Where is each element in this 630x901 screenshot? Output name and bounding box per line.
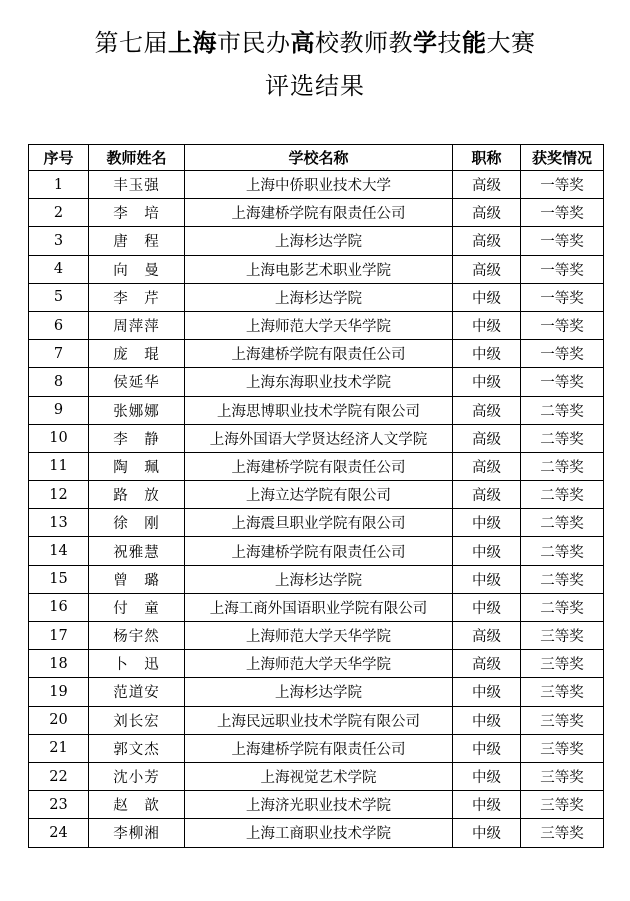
- teacher-name: 徐 刚: [89, 509, 185, 537]
- title-rank: 中级: [453, 762, 521, 790]
- title-rank: 中级: [453, 311, 521, 339]
- table-row: [29, 819, 604, 847]
- header-school-name: 学校名称: [185, 145, 453, 171]
- table-row: [29, 171, 604, 199]
- school-name: 上海电影艺术职业学院: [185, 255, 453, 283]
- row-index: 11: [29, 452, 89, 480]
- table-row: [29, 706, 604, 734]
- row-index: 12: [29, 481, 89, 509]
- header-award: 获奖情况: [521, 145, 604, 171]
- row-index: 7: [29, 340, 89, 368]
- title-rank: 中级: [453, 791, 521, 819]
- teacher-name: 李柳湘: [89, 819, 185, 847]
- school-name: 上海建桥学院有限责任公司: [185, 199, 453, 227]
- teacher-name: 祝雅慧: [89, 537, 185, 565]
- school-name: 上海中侨职业技术大学: [185, 171, 453, 199]
- row-index: 20: [29, 706, 89, 734]
- award-level: 一等奖: [521, 199, 604, 227]
- title-rank: 中级: [453, 593, 521, 621]
- award-level: 一等奖: [521, 340, 604, 368]
- title-bold-part: 学: [413, 28, 438, 57]
- title-rank: 中级: [453, 734, 521, 762]
- title-rank: 高级: [453, 452, 521, 480]
- title-rank: 高级: [453, 227, 521, 255]
- table-body: [29, 171, 604, 848]
- table-row: [29, 424, 604, 452]
- title-rank: 高级: [453, 171, 521, 199]
- teacher-name: 卜 迅: [89, 650, 185, 678]
- school-name: 上海师范大学天华学院: [185, 650, 453, 678]
- row-index: 18: [29, 650, 89, 678]
- row-index: 19: [29, 678, 89, 706]
- table-row: [29, 227, 604, 255]
- school-name: 上海杉达学院: [185, 283, 453, 311]
- award-level: 二等奖: [521, 593, 604, 621]
- teacher-name: 范道安: [89, 678, 185, 706]
- title-part: 第七届: [94, 29, 168, 57]
- table-row: [29, 396, 604, 424]
- table-row: [29, 678, 604, 706]
- row-index: 2: [29, 199, 89, 227]
- school-name: 上海建桥学院有限责任公司: [185, 734, 453, 762]
- title-bold-part: 高: [290, 28, 315, 57]
- school-name: 上海思博职业技术学院有限公司: [185, 396, 453, 424]
- title-part: 大赛: [486, 29, 536, 57]
- school-name: 上海东海职业技术学院: [185, 368, 453, 396]
- title-rank: 高级: [453, 396, 521, 424]
- table-row: [29, 734, 604, 762]
- row-index: 1: [29, 171, 89, 199]
- award-level: 二等奖: [521, 537, 604, 565]
- teacher-name: 曾 璐: [89, 565, 185, 593]
- award-level: 二等奖: [521, 396, 604, 424]
- table-row: [29, 622, 604, 650]
- award-level: 三等奖: [521, 622, 604, 650]
- school-name: 上海工商职业技术学院: [185, 819, 453, 847]
- title-rank: 中级: [453, 537, 521, 565]
- table-row: [29, 791, 604, 819]
- title-rank: 中级: [453, 340, 521, 368]
- title-bold-part: 能: [462, 28, 487, 57]
- school-name: 上海震旦职业学院有限公司: [185, 509, 453, 537]
- award-level: 三等奖: [521, 819, 604, 847]
- row-index: 10: [29, 424, 89, 452]
- award-level: 一等奖: [521, 255, 604, 283]
- award-level: 三等奖: [521, 734, 604, 762]
- award-level: 二等奖: [521, 452, 604, 480]
- row-index: 13: [29, 509, 89, 537]
- row-index: 14: [29, 537, 89, 565]
- title-rank: 高级: [453, 650, 521, 678]
- title-rank: 中级: [453, 565, 521, 593]
- table-row: [29, 650, 604, 678]
- teacher-name: 陶 珮: [89, 452, 185, 480]
- table-row: [29, 340, 604, 368]
- table-row: [29, 255, 604, 283]
- results-table: [28, 144, 604, 848]
- teacher-name: 李 培: [89, 199, 185, 227]
- row-index: 3: [29, 227, 89, 255]
- title-rank: 中级: [453, 706, 521, 734]
- teacher-name: 刘长宏: [89, 706, 185, 734]
- table-row: [29, 311, 604, 339]
- title-rank: 中级: [453, 509, 521, 537]
- table-row: [29, 565, 604, 593]
- award-level: 一等奖: [521, 227, 604, 255]
- award-level: 二等奖: [521, 565, 604, 593]
- school-name: 上海外国语大学贤达经济人文学院: [185, 424, 453, 452]
- title-rank: 中级: [453, 678, 521, 706]
- title-bold-part: 上海: [168, 28, 217, 57]
- title-part: 技: [437, 29, 462, 57]
- row-index: 23: [29, 791, 89, 819]
- row-index: 4: [29, 255, 89, 283]
- teacher-name: 丰玉强: [89, 171, 185, 199]
- title-rank: 高级: [453, 481, 521, 509]
- table-header-row: [29, 145, 604, 171]
- award-level: 一等奖: [521, 311, 604, 339]
- award-level: 三等奖: [521, 762, 604, 790]
- award-level: 一等奖: [521, 171, 604, 199]
- row-index: 15: [29, 565, 89, 593]
- page-title: [0, 26, 630, 60]
- teacher-name: 路 放: [89, 481, 185, 509]
- award-level: 一等奖: [521, 368, 604, 396]
- teacher-name: 侯延华: [89, 368, 185, 396]
- teacher-name: 周萍萍: [89, 311, 185, 339]
- row-index: 22: [29, 762, 89, 790]
- row-index: 8: [29, 368, 89, 396]
- teacher-name: 庞 琨: [89, 340, 185, 368]
- teacher-name: 杨宇然: [89, 622, 185, 650]
- award-level: 三等奖: [521, 791, 604, 819]
- title-rank: 高级: [453, 424, 521, 452]
- school-name: 上海杉达学院: [185, 227, 453, 255]
- teacher-name: 郭文杰: [89, 734, 185, 762]
- row-index: 16: [29, 593, 89, 621]
- title-part: 校教师教: [315, 29, 413, 57]
- award-level: 二等奖: [521, 509, 604, 537]
- award-level: 三等奖: [521, 678, 604, 706]
- award-level: 一等奖: [521, 283, 604, 311]
- title-part: 市民办: [217, 29, 291, 57]
- teacher-name: 赵 歆: [89, 791, 185, 819]
- teacher-name: 唐 程: [89, 227, 185, 255]
- school-name: 上海建桥学院有限责任公司: [185, 452, 453, 480]
- title-rank: 中级: [453, 283, 521, 311]
- title-rank: 中级: [453, 368, 521, 396]
- table-row: [29, 762, 604, 790]
- table-row: [29, 452, 604, 480]
- school-name: 上海杉达学院: [185, 678, 453, 706]
- teacher-name: 李 静: [89, 424, 185, 452]
- title-rank: 中级: [453, 819, 521, 847]
- award-level: 三等奖: [521, 706, 604, 734]
- award-level: 三等奖: [521, 650, 604, 678]
- award-level: 二等奖: [521, 481, 604, 509]
- page-subtitle: 评选结果: [265, 72, 365, 100]
- school-name: 上海工商外国语职业学院有限公司: [185, 593, 453, 621]
- school-name: 上海建桥学院有限责任公司: [185, 537, 453, 565]
- table-row: [29, 199, 604, 227]
- teacher-name: 沈小芳: [89, 762, 185, 790]
- school-name: 上海杉达学院: [185, 565, 453, 593]
- header-index: 序号: [29, 145, 89, 171]
- school-name: 上海师范大学天华学院: [185, 311, 453, 339]
- teacher-name: 李 芹: [89, 283, 185, 311]
- title-rank: 高级: [453, 199, 521, 227]
- award-level: 二等奖: [521, 424, 604, 452]
- table-row: [29, 283, 604, 311]
- title-rank: 高级: [453, 622, 521, 650]
- school-name: 上海民远职业技术学院有限公司: [185, 706, 453, 734]
- school-name: 上海视觉艺术学院: [185, 762, 453, 790]
- table-row: [29, 537, 604, 565]
- school-name: 上海建桥学院有限责任公司: [185, 340, 453, 368]
- row-index: 9: [29, 396, 89, 424]
- title-rank: 高级: [453, 255, 521, 283]
- table-row: [29, 481, 604, 509]
- teacher-name: 张娜娜: [89, 396, 185, 424]
- row-index: 6: [29, 311, 89, 339]
- teacher-name: 向 曼: [89, 255, 185, 283]
- table-row: [29, 509, 604, 537]
- table-row: [29, 368, 604, 396]
- row-index: 21: [29, 734, 89, 762]
- row-index: 17: [29, 622, 89, 650]
- table-row: [29, 593, 604, 621]
- header-title-rank: 职称: [453, 145, 521, 171]
- row-index: 5: [29, 283, 89, 311]
- school-name: 上海济光职业技术学院: [185, 791, 453, 819]
- row-index: 24: [29, 819, 89, 847]
- school-name: 上海立达学院有限公司: [185, 481, 453, 509]
- school-name: 上海师范大学天华学院: [185, 622, 453, 650]
- teacher-name: 付 童: [89, 593, 185, 621]
- header-teacher-name: 教师姓名: [89, 145, 185, 171]
